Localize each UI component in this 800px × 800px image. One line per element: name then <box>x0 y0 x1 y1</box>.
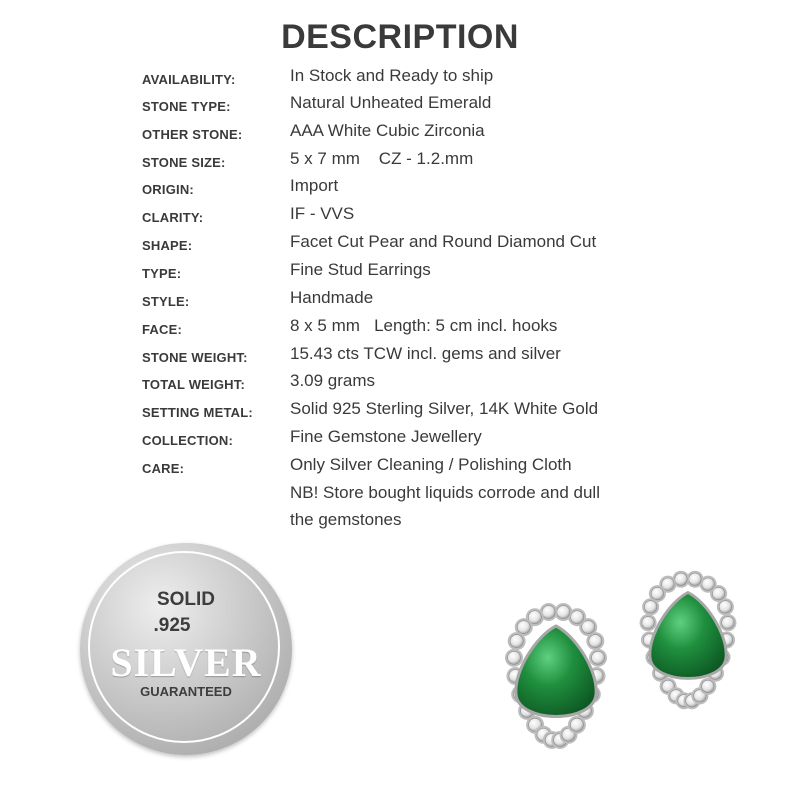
spec-value: 3.09 grams <box>290 371 376 390</box>
seal-line-silver: SILVER <box>110 640 262 685</box>
cubic-zirconia-stone <box>702 578 714 590</box>
cubic-zirconia-stone <box>642 617 654 629</box>
spec-value: Handmade <box>290 288 374 307</box>
spec-value: 8 x 5 mm Length: 5 cm incl. hooks <box>290 316 558 335</box>
spec-value: IF - VVS <box>290 204 355 223</box>
spec-row-availability <box>0 66 800 94</box>
cubic-zirconia-stone <box>719 601 731 613</box>
spec-value: 5 x 7 mm CZ - 1.2.mm <box>290 149 474 168</box>
cubic-zirconia-stone <box>722 617 734 629</box>
spec-label: TOTAL WEIGHT: <box>142 377 245 392</box>
spec-value: In Stock and Ready to ship <box>290 66 494 85</box>
spec-label: COLLECTION: <box>142 433 234 448</box>
spec-label: AVAILABILITY: <box>142 72 236 87</box>
spec-label: FACE: <box>142 322 182 337</box>
spec-row-stone-size <box>0 149 800 177</box>
cubic-zirconia-stone <box>675 573 687 585</box>
cubic-zirconia-stone <box>517 621 530 634</box>
seal-line-guaranteed: GUARANTEED <box>140 684 232 699</box>
spec-label: SHAPE: <box>142 238 193 253</box>
spec-row-shape <box>0 232 800 260</box>
spec-row-clarity <box>0 204 800 232</box>
spec-row-face <box>0 316 800 344</box>
cubic-zirconia-stone <box>644 601 656 613</box>
emerald-stone <box>516 626 596 717</box>
spec-value: Fine Stud Earrings <box>290 260 431 279</box>
spec-label: STONE SIZE: <box>142 155 226 170</box>
care-note-line-2: the gemstones <box>290 510 402 529</box>
cubic-zirconia-stone <box>651 587 663 599</box>
spec-value: Import <box>290 176 339 195</box>
spec-value: Solid 925 Sterling Silver, 14K White Gold <box>290 399 599 418</box>
spec-value: 15.43 cts TCW incl. gems and silver <box>290 344 561 363</box>
spec-value: Facet Cut Pear and Round Diamond Cut <box>290 232 597 251</box>
spec-row-total-weight <box>0 371 800 399</box>
cubic-zirconia-stone <box>589 635 602 648</box>
cubic-zirconia-stone <box>557 606 570 619</box>
spec-row-origin <box>0 176 800 204</box>
cubic-zirconia-stone <box>689 573 701 585</box>
cubic-zirconia-stone <box>507 651 520 664</box>
spec-label: CLARITY: <box>142 210 204 225</box>
cubic-zirconia-stone <box>592 651 605 664</box>
seal-line-solid: SOLID <box>156 589 216 610</box>
silver-guarantee-seal <box>80 543 292 755</box>
cubic-zirconia-stone <box>542 606 555 619</box>
left-earring <box>505 603 607 749</box>
cubic-zirconia-stone <box>702 680 714 692</box>
spec-row-stone-type <box>0 93 800 121</box>
cubic-zirconia-stone <box>571 611 584 624</box>
spec-label: STYLE: <box>142 294 190 309</box>
spec-row-collection <box>0 427 800 455</box>
spec-label: SETTING METAL: <box>142 405 253 420</box>
emerald-stone <box>650 593 726 679</box>
seal-line-925: .925 <box>153 615 191 636</box>
spec-label: OTHER STONE: <box>142 127 243 142</box>
spec-row-stone-weight <box>0 344 800 372</box>
spec-label: STONE TYPE: <box>142 99 231 114</box>
spec-value: AAA White Cubic Zirconia <box>290 121 485 140</box>
cubic-zirconia-stone <box>510 635 523 648</box>
spec-label: ORIGIN: <box>142 182 194 197</box>
spec-label: TYPE: <box>142 266 182 281</box>
spec-label: STONE WEIGHT: <box>142 350 248 365</box>
spec-row-type <box>0 260 800 288</box>
page-title: DESCRIPTION <box>281 18 519 56</box>
spec-row-other-stone <box>0 121 800 149</box>
spec-row-setting-metal <box>0 399 800 427</box>
spec-row-style <box>0 288 800 316</box>
spec-value: Only Silver Cleaning / Polishing Cloth <box>290 455 572 474</box>
right-earring <box>640 571 737 710</box>
spec-label: CARE: <box>142 461 185 476</box>
spec-row-care <box>0 455 800 483</box>
cubic-zirconia-stone <box>570 718 583 731</box>
care-note-line-1: NB! Store bought liquids corrode and dull <box>290 483 600 502</box>
spec-value: Natural Unheated Emerald <box>290 93 492 112</box>
spec-value: Fine Gemstone Jewellery <box>290 427 482 446</box>
emerald-earrings-photo <box>488 548 758 768</box>
